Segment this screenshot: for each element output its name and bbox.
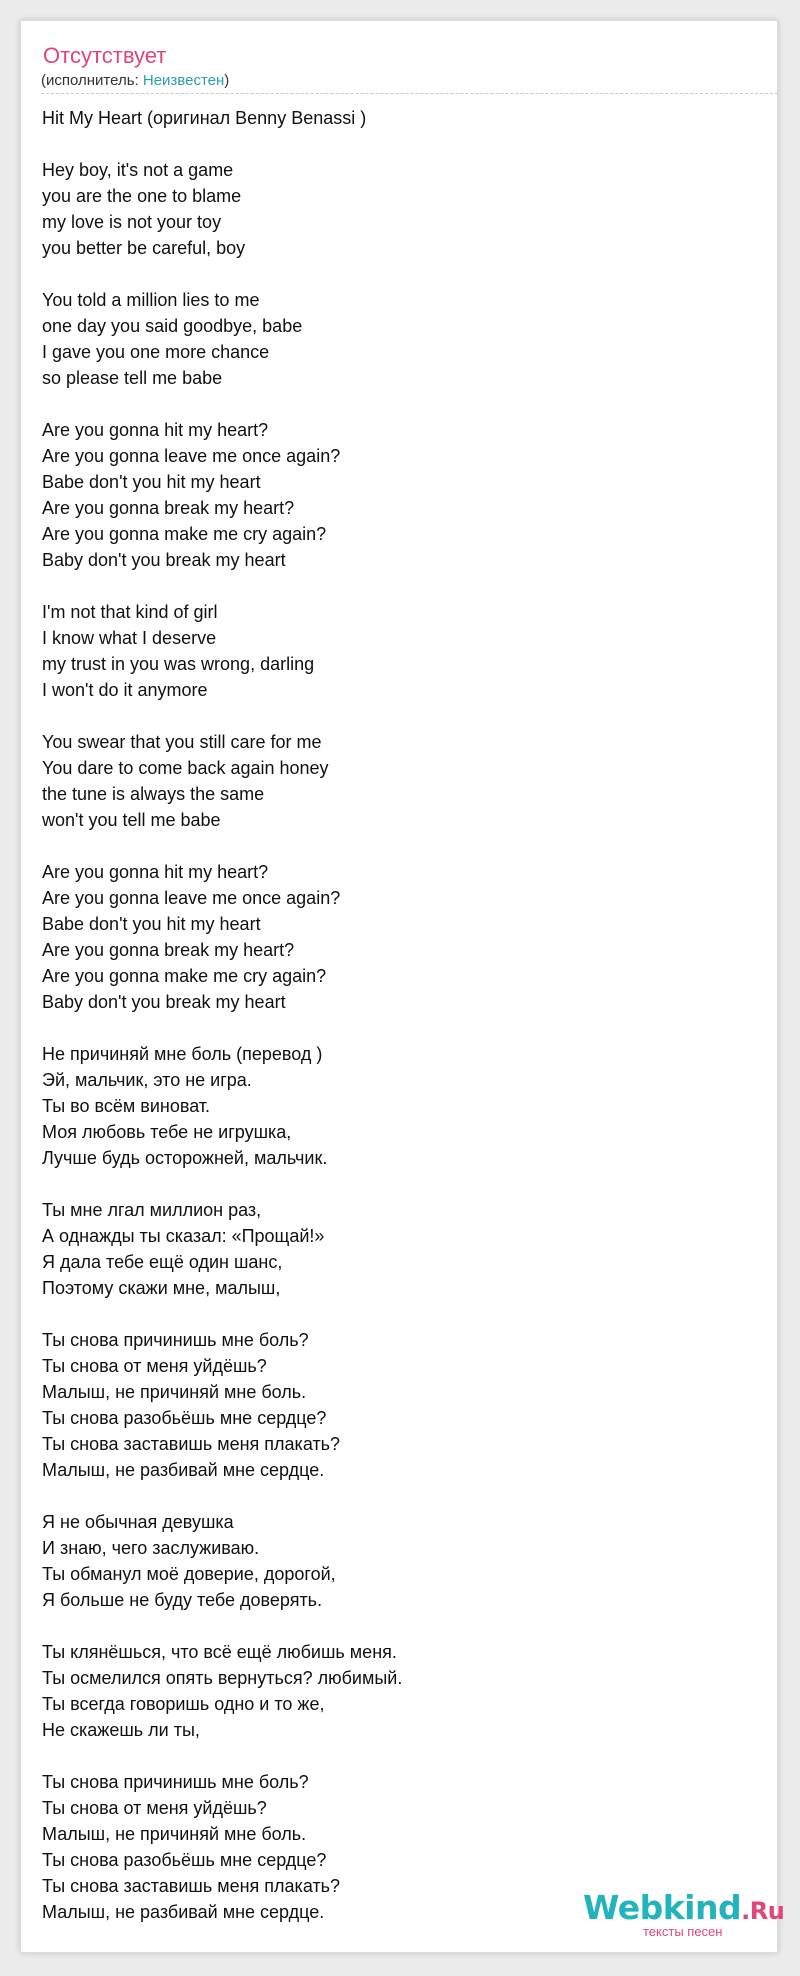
lyrics-stanza (42, 1041, 742, 1171)
artist-prefix: (исполнитель: (41, 72, 143, 89)
lyric-line: Я больше не буду тебе доверять. (42, 1590, 323, 1610)
lyric-line: won't you tell me babe (42, 810, 221, 830)
lyric-line: Ты снова от меня уйдёшь? (42, 1798, 267, 1818)
lyric-line: Поэтому скажи мне, малыш, (42, 1278, 281, 1298)
lyric-line: my love is not your toy (42, 212, 222, 232)
lyrics-stanza (42, 1639, 742, 1743)
lyric-line: Ты мне лгал миллион раз, (42, 1200, 262, 1220)
lyric-line: Ты осмелился опять вернуться? любимый. (42, 1668, 403, 1688)
lyric-line: Ты снова заставишь меня плакать? (42, 1434, 341, 1454)
lyric-line: Я не обычная девушка (42, 1512, 234, 1532)
lyric-line: Не скажешь ли ты, (42, 1720, 200, 1740)
lyric-line: you are the one to blame (42, 186, 242, 206)
lyric-line: I gave you one more chance (42, 342, 270, 362)
lyric-line: Are you gonna hit my heart? (42, 420, 269, 440)
header-divider (41, 93, 778, 94)
lyric-line: Малыш, не разбивай мне сердце. (42, 1460, 325, 1480)
lyric-line: Я дала тебе ещё один шанс, (42, 1252, 283, 1272)
lyric-line: Are you gonna make me cry again? (42, 966, 327, 986)
lyric-line: Ты снова причинишь мне боль? (42, 1772, 309, 1792)
artist-suffix: ) (224, 72, 230, 89)
lyric-line: И знаю, чего заслуживаю. (42, 1538, 260, 1558)
lyrics-body (42, 105, 742, 1925)
lyric-line: Babe don't you hit my heart (42, 472, 261, 492)
lyric-line: А однажды ты сказал: «Прощай!» (42, 1226, 325, 1246)
lyric-line: Ты всегда говоришь одно и то же, (42, 1694, 325, 1714)
lyric-line: Малыш, не причиняй мне боль. (42, 1824, 307, 1844)
lyric-line: so please tell me babe (42, 368, 223, 388)
lyric-line: You told a million lies to me (42, 290, 260, 310)
lyric-line: I won't do it anymore (42, 680, 208, 700)
lyric-line: Лучше будь осторожней, мальчик. (42, 1148, 328, 1168)
lyric-line: my trust in you was wrong, darling (42, 654, 315, 674)
lyric-line: Эй, мальчик, это не игра. (42, 1070, 252, 1090)
lyric-line: Не причиняй мне боль (перевод ) (42, 1044, 323, 1064)
lyric-line: Hey boy, it's not a game (42, 160, 234, 180)
logo-tagline: тексты песен (643, 1924, 723, 1939)
artist-line (41, 72, 229, 90)
lyric-line: Are you gonna break my heart? (42, 498, 295, 518)
lyric-line: Моя любовь тебе не игрушка, (42, 1122, 292, 1142)
webkind-logo[interactable] (563, 1888, 785, 1948)
lyric-line: the tune is always the same (42, 784, 265, 804)
lyric-line: I know what I deserve (42, 628, 217, 648)
lyric-line: Ты во всём виноват. (42, 1096, 211, 1116)
lyric-line: Малыш, не причиняй мне боль. (42, 1382, 307, 1402)
logo-main-text: Webkind (583, 1888, 742, 1927)
lyric-line: Ты снова заставишь меня плакать? (42, 1876, 341, 1896)
lyric-line: Малыш, не разбивай мне сердце. (42, 1902, 325, 1922)
lyric-line: Ты клянёшься, что всё ещё любишь меня. (42, 1642, 397, 1662)
lyrics-card (20, 20, 778, 1953)
logo-suffix-text: .Ru (741, 1897, 785, 1925)
lyric-line: Ты снова разобьёшь мне сердце? (42, 1850, 327, 1870)
lyric-line: You swear that you still care for me (42, 732, 322, 752)
lyrics-stanza (42, 1197, 742, 1301)
lyric-line: Ты снова причинишь мне боль? (42, 1330, 309, 1350)
lyrics-stanza (42, 859, 742, 1015)
lyric-line: Babe don't you hit my heart (42, 914, 261, 934)
artist-link[interactable]: Неизвестен (142, 72, 225, 89)
lyric-line: Are you gonna make me cry again? (42, 524, 327, 544)
lyrics-stanza (42, 105, 742, 131)
lyric-line: Are you gonna leave me once again? (42, 888, 341, 908)
lyric-line: Baby don't you break my heart (42, 992, 286, 1012)
lyrics-stanza (42, 157, 742, 261)
lyrics-stanza (42, 1327, 742, 1483)
lyric-line: Ты снова от меня уйдёшь? (42, 1356, 267, 1376)
lyric-line: Ты обманул моё доверие, дорогой, (42, 1564, 336, 1584)
lyrics-stanza (42, 1509, 742, 1613)
lyrics-stanza (42, 729, 742, 833)
lyric-line: Are you gonna leave me once again? (42, 446, 341, 466)
lyric-line: Baby don't you break my heart (42, 550, 286, 570)
lyric-line: you better be careful, boy (42, 238, 246, 258)
lyrics-stanza (42, 287, 742, 391)
lyrics-stanza (42, 599, 742, 703)
lyric-line: Hit My Heart (оригинал Benny Benassi ) (42, 108, 367, 128)
song-title: Отсутствует (43, 43, 167, 68)
lyrics-stanza (42, 417, 742, 573)
lyric-line: one day you said goodbye, babe (42, 316, 303, 336)
lyric-line: Ты снова разобьёшь мне сердце? (42, 1408, 327, 1428)
lyric-line: Are you gonna break my heart? (42, 940, 295, 960)
lyric-line: Are you gonna hit my heart? (42, 862, 269, 882)
lyric-line: I'm not that kind of girl (42, 602, 218, 622)
lyric-line: You dare to come back again honey (42, 758, 329, 778)
